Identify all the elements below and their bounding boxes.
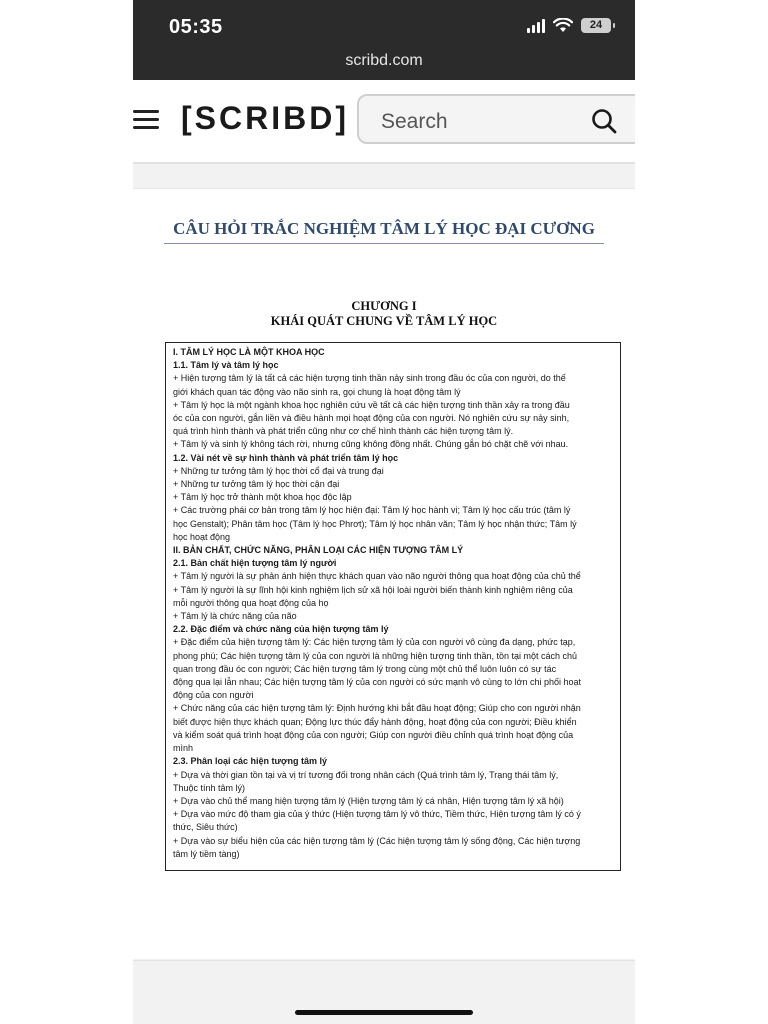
outline-text-line: + Dựa vào chủ thể mang hiện tượng tâm lý (Hiện tượng tâm lý cá nhân, Hiện tượng tâm lý xã hội) bbox=[173, 795, 564, 806]
outline-text-line: mình bbox=[173, 743, 194, 754]
outline-text-line: quá trình hình thành và phát triển cũng như cơ chế hình thành các hiện tượng tâm lý. bbox=[173, 426, 514, 437]
outline-heading: 2.3. Phân loại các hiện tượng tâm lý bbox=[173, 756, 327, 767]
outline-text-line: động qua lại lẫn nhau; Các hiện tượng tâm lý của con người có sức mạnh vô cùng to lớn chi phối hoạt bbox=[173, 677, 582, 688]
outline-text-line: tâm lý tiềm tàng) bbox=[173, 848, 240, 859]
cellular-signal-icon bbox=[527, 19, 545, 33]
battery-icon: 24 bbox=[581, 18, 611, 33]
outline-text-line: + Tâm lý người là sự phản ánh hiện thực khách quan vào não người thông qua hoạt động của chủ thể bbox=[173, 571, 581, 582]
outline-text-line: + Dựa vào sự biểu hiện của các hiện tượng tâm lý (Các hiện tượng tâm lý sống động, Các hiện tượng bbox=[173, 835, 581, 846]
outline-text-line: động của con người bbox=[173, 690, 254, 701]
outline-text-line: + Hiện tượng tâm lý là tất cả các hiện tượng tinh thần nảy sinh trong đầu óc của con người, do thế bbox=[173, 373, 566, 384]
outline-text-line: + Đặc điểm của hiện tượng tâm lý: Các hiện tượng tâm lý của con người vô cùng đa dạng, phức tạp, bbox=[173, 637, 576, 648]
outline-text-line: + Chức năng của các hiện tượng tâm lý: Định hướng khi bắt đầu hoạt động; Giúp cho con người nhận bbox=[173, 703, 581, 714]
chapter-subtitle: KHÁI QUÁT CHUNG VỀ TÂM LÝ HỌC bbox=[270, 314, 498, 328]
outline-text-line: + Những tư tưởng tâm lý học thời cổ đại và trung đại bbox=[173, 465, 384, 476]
outline-text-line: + Các trường phái cơ bản trong tâm lý học hiện đại: Tâm lý học hành vi; Tâm lý học cấu trúc (tâm lý bbox=[173, 505, 571, 516]
status-time: 05:35 bbox=[169, 16, 223, 38]
site-header bbox=[133, 80, 635, 162]
chapter-number: CHƯƠNG I bbox=[351, 299, 417, 313]
search-input[interactable] bbox=[357, 94, 635, 144]
outline-text-line: + Tâm lý học trở thành một khoa học độc lập bbox=[173, 492, 352, 503]
outline-text-line: quan trong đầu óc con người; Các hiện tượng tâm lý trong cùng một chủ thể luôn luôn có sự tác bbox=[173, 663, 557, 674]
outline-text-line: Thuộc tính tâm lý) bbox=[173, 782, 246, 793]
content-outline-box bbox=[165, 342, 621, 871]
outline-heading: I. TÂM LÝ HỌC LÀ MỘT KHOA HỌC bbox=[173, 347, 325, 357]
status-icons bbox=[527, 18, 611, 33]
outline-text-line: mỗi người thông qua hoạt động của họ bbox=[173, 597, 329, 608]
outline-text-line: học Genstalt); Phân tâm học (Tâm lý học Phrơt); Tâm lý học nhân văn; Tâm lý học nhận thức; Tâm lý bbox=[173, 518, 577, 529]
address-bar-url[interactable]: scribd.com bbox=[345, 52, 423, 69]
document-page bbox=[133, 189, 635, 959]
outline-text-line: + Dựa vào mức độ tham gia của ý thức (Hiện tượng tâm lý vô thức, Tiềm thức, Hiện tượng tâm lý có ý bbox=[173, 809, 581, 820]
scribd-logo[interactable]: [SCRIBD] bbox=[181, 100, 349, 136]
outline-text-line: óc của con người, gắn liền và điều hành mọi hoạt động của con người. Nó nghiên cứu sự nảy sinh, bbox=[173, 413, 570, 424]
outline-heading: 2.1. Bản chất hiện tượng tâm lý người bbox=[173, 558, 337, 569]
wifi-icon bbox=[553, 18, 573, 33]
outline-heading: 1.1. Tâm lý và tâm lý học bbox=[173, 360, 279, 371]
outline-text-line: + Tâm lý và sinh lý không tách rời, nhưng cũng không đồng nhất. Chúng gắn bó chặt chẽ với nhau. bbox=[173, 439, 569, 450]
chapter-heading bbox=[133, 299, 635, 329]
outline-text-line: thức, Siêu thức) bbox=[173, 822, 238, 833]
outline-text-line: phong phú; Các hiện tượng tâm lý của con người là những hiện tượng tinh thần, tồn tại một cách chủ bbox=[173, 650, 578, 661]
document-title: CÂU HỎI TRẮC NGHIỆM TÂM LÝ HỌC ĐẠI CƯƠNG bbox=[164, 219, 604, 244]
search-placeholder: Search bbox=[381, 110, 448, 133]
outline-text-line: và kiểm soát quá trình hoạt động của con người; Giúp con người điều chỉnh quá trình hoạt động của bbox=[173, 729, 574, 740]
outline-heading: 1.2. Vài nét về sự hình thành và phát triển tâm lý học bbox=[173, 452, 399, 463]
home-indicator[interactable] bbox=[295, 1010, 473, 1015]
outline-text-line: + Tâm lý là chức năng của não bbox=[173, 611, 297, 622]
outline-text-line: + Những tư tưởng tâm lý học thời cận đại bbox=[173, 479, 340, 490]
search-icon[interactable] bbox=[591, 108, 617, 134]
outline-text-line: học hoạt động bbox=[173, 531, 231, 542]
outline-text-line: + Tâm lý học là một ngành khoa học nghiên cứu về tất cả các hiện tượng tinh thần xảy ra trong đầu bbox=[173, 399, 570, 410]
outline-text-line: + Dựa và thời gian tồn tại và vị trí tương đối trong nhân cách (Quá trình tâm lý, Trạng thái tâm lý, bbox=[173, 769, 559, 780]
outline-text-line: + Tâm lý người là sự lĩnh hội kinh nghiệm lịch sử xã hội loài người biến thành kinh nghiệm riêng của bbox=[173, 584, 573, 595]
phone-screen bbox=[133, 0, 635, 1024]
outline-heading: II. BẢN CHẤT, CHỨC NĂNG, PHÂN LOẠI CÁC HIỆN TƯỢNG TÂM LÝ bbox=[173, 545, 464, 556]
divider bbox=[133, 162, 635, 164]
hamburger-menu-icon[interactable] bbox=[133, 110, 159, 130]
status-bar bbox=[133, 0, 635, 80]
outline-text-line: biết được hiện thực khách quan; Động lực thúc đẩy hành động, hoạt động của con người; Điều khiển bbox=[173, 716, 577, 727]
outline-heading: 2.2. Đặc điểm và chức năng của hiện tượng tâm lý bbox=[173, 624, 389, 635]
outline-text-line: giới khách quan tác động vào não sinh ra, gọi chung là hoạt động tâm lý bbox=[173, 386, 461, 397]
